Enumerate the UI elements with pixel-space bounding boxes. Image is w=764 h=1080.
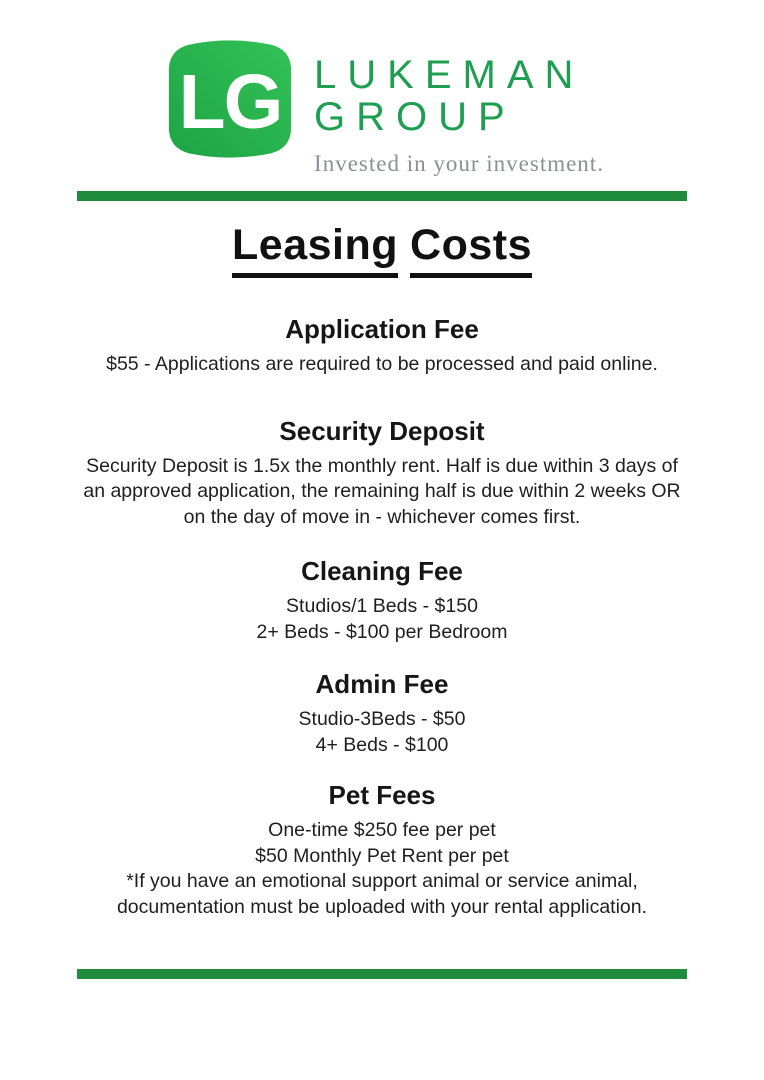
section-application-fee bbox=[0, 314, 764, 378]
pet-fees-heading: Pet Fees bbox=[328, 780, 436, 810]
brand-name bbox=[314, 54, 604, 138]
brand-tagline: Invested in your investment. bbox=[314, 151, 604, 176]
top-divider bbox=[77, 191, 687, 201]
cleaning-fee-line: Studios/1 Beds - $150 bbox=[286, 595, 478, 617]
brand-name-line1: LUKEMAN bbox=[314, 53, 585, 97]
brand-text-block bbox=[314, 32, 604, 177]
security-deposit-line: on the day of move in - whichever comes first. bbox=[183, 505, 581, 528]
application-fee-heading: Application Fee bbox=[285, 314, 479, 344]
application-fee-line: $55 - Applications are required to be processed and paid online. bbox=[106, 353, 658, 375]
pet-fees-line: *If you have an emotional support animal or service animal, bbox=[126, 870, 638, 892]
cleaning-fee-heading: Cleaning Fee bbox=[301, 556, 463, 586]
logo-barrel-shape bbox=[160, 32, 300, 166]
section-cleaning-fee bbox=[0, 556, 764, 645]
page-title-word1: Leasing bbox=[232, 221, 398, 278]
security-deposit-line: Security Deposit is 1.5x the monthly rent. Half is due within 3 days of bbox=[86, 454, 678, 477]
page-title bbox=[0, 221, 764, 278]
logo-monogram: LG bbox=[178, 58, 282, 145]
fee-sections bbox=[0, 314, 764, 920]
admin-fee-line: 4+ Beds - $100 bbox=[315, 733, 449, 756]
section-pet-fees bbox=[0, 780, 764, 920]
admin-fee-line: Studio-3Beds - $50 bbox=[298, 708, 466, 730]
pet-fees-line: One-time $250 fee per pet bbox=[268, 819, 496, 841]
brand-header bbox=[0, 0, 764, 177]
pet-fees-line: documentation must be uploaded with your rental application. bbox=[116, 895, 648, 918]
section-admin-fee bbox=[0, 669, 764, 758]
pet-fees-line: $50 Monthly Pet Rent per pet bbox=[255, 844, 509, 867]
security-deposit-heading: Security Deposit bbox=[279, 415, 485, 446]
cleaning-fee-line: 2+ Beds - $100 per Bedroom bbox=[256, 620, 508, 643]
bottom-divider bbox=[77, 969, 687, 979]
admin-fee-heading: Admin Fee bbox=[315, 669, 449, 699]
lukeman-group-logo-icon bbox=[160, 32, 300, 166]
security-deposit-line: an approved application, the remaining half is due within 2 weeks OR bbox=[83, 480, 681, 502]
brand-name-line2: GROUP bbox=[314, 95, 516, 139]
page-title-word2: Costs bbox=[410, 221, 532, 278]
section-security-deposit bbox=[0, 416, 764, 531]
